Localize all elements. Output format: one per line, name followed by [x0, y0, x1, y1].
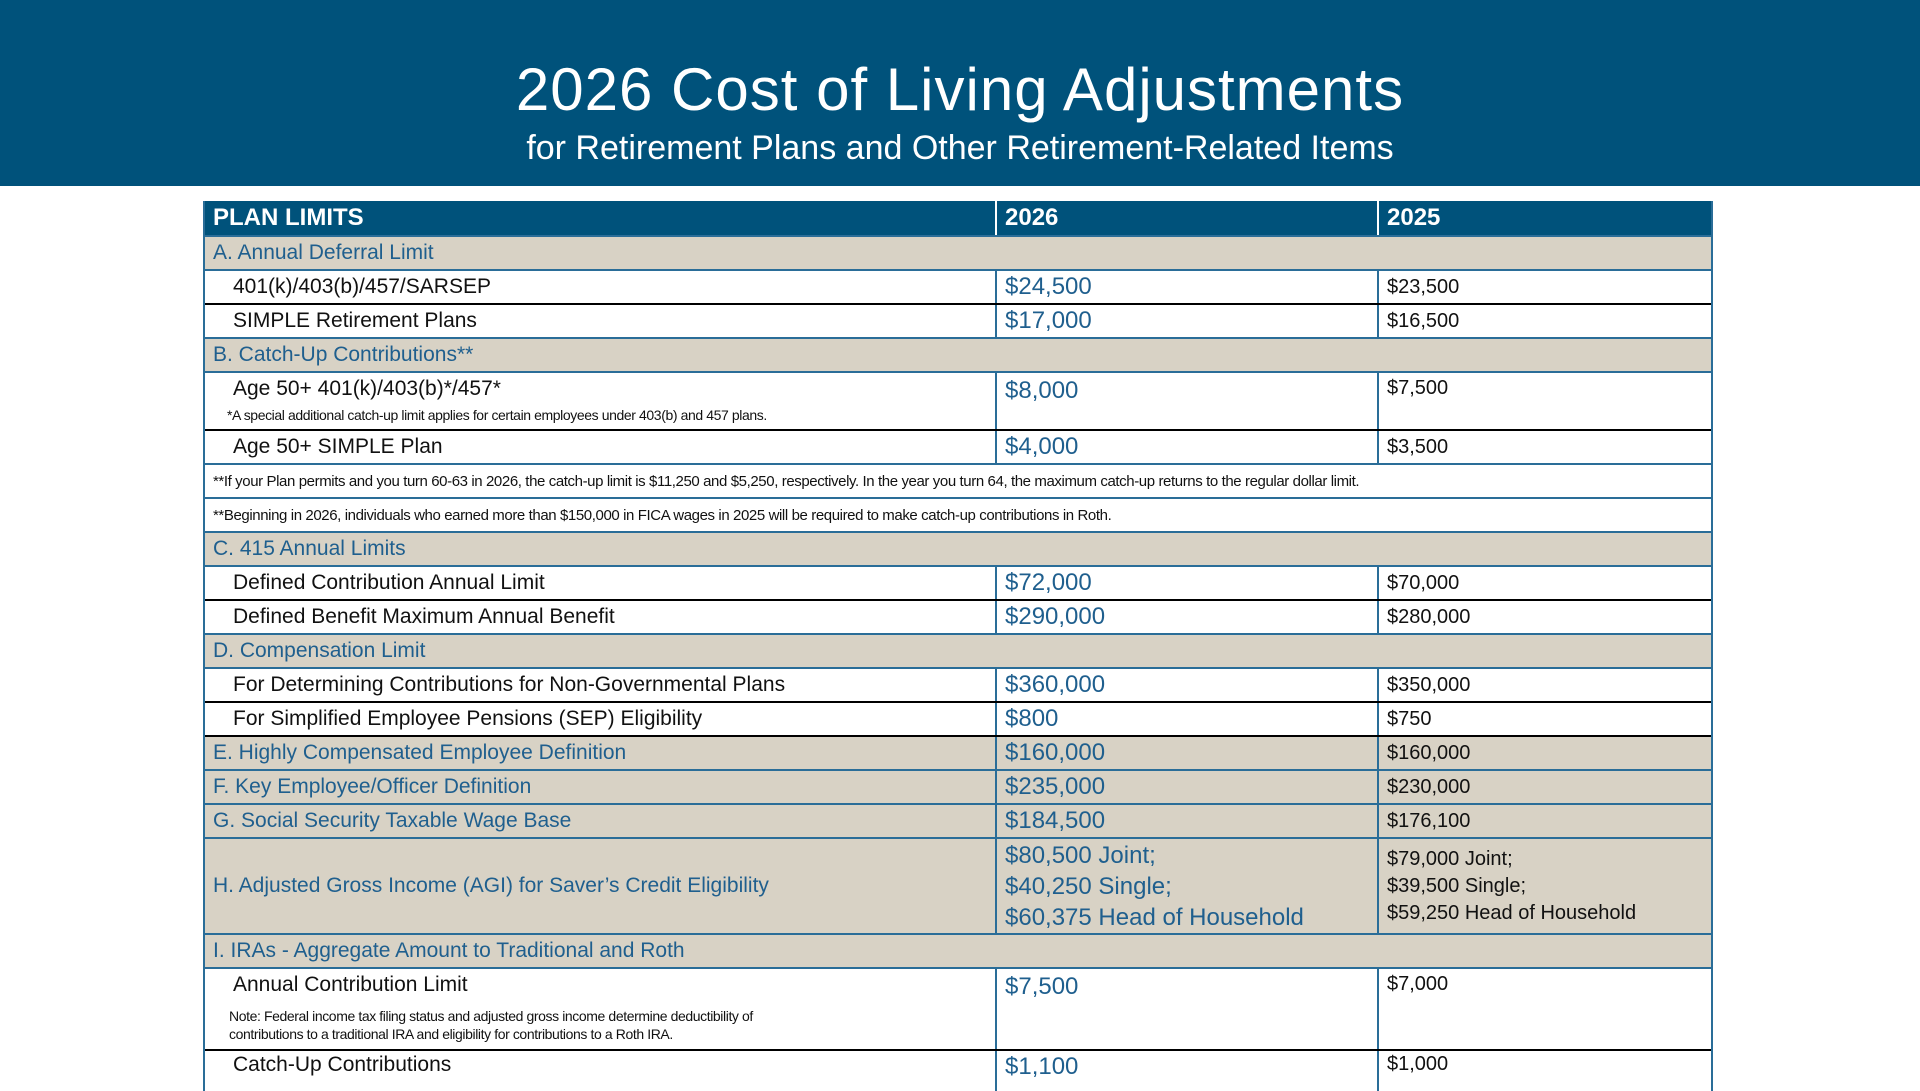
row-label: SIMPLE Retirement Plans: [205, 305, 997, 337]
ira-note: [229, 1007, 753, 1043]
table-row: [205, 305, 1711, 339]
value-2025: $16,500: [1387, 309, 1460, 332]
catch-up-note-row: [205, 465, 1711, 499]
value-2026: $8,000: [997, 373, 1379, 429]
header-2026: 2026: [997, 201, 1379, 235]
value-2026: $72,000: [997, 567, 1379, 599]
table-row: [205, 703, 1711, 737]
table-row: [205, 737, 1711, 771]
row-label: F. Key Employee/Officer Definition: [205, 771, 997, 803]
value-2025: $70,000: [1387, 571, 1460, 594]
value-2026: $360,000: [997, 669, 1379, 701]
section-b-title-row: [205, 339, 1711, 373]
row-label: Age 50+ SIMPLE Plan: [205, 431, 997, 463]
value-2025: $3,500: [1387, 435, 1449, 458]
row-label: Age 50+ 401(k)/403(b)*/457*: [233, 377, 501, 400]
value-2026-single: $40,250 Single;: [1005, 872, 1172, 900]
section-a-title: A. Annual Deferral Limit: [213, 241, 434, 264]
value-2025: $23,500: [1387, 275, 1460, 298]
header-banner: [0, 0, 1920, 186]
plan-limits-table: [203, 201, 1713, 1091]
section-d-title-row: [205, 635, 1711, 669]
value-2025: $280,000: [1387, 605, 1471, 628]
table-row: [205, 567, 1711, 601]
table-row: [205, 373, 1711, 431]
value-2025-single: $39,500 Single;: [1387, 874, 1527, 897]
row-label: G. Social Security Taxable Wage Base: [205, 805, 997, 837]
value-2025-head-of-household: $59,250 Head of Household: [1387, 901, 1637, 924]
catch-up-note-roth: **Beginning in 2026, individuals who earned more than $150,000 in FICA wages in 2025 will be required to make catch-up contributions in Roth.: [213, 506, 1112, 524]
value-2025: $750: [1387, 707, 1432, 730]
value-2025: $160,000: [1387, 741, 1471, 764]
row-label: 401(k)/403(b)/457/SARSEP: [205, 271, 997, 303]
table-row: [205, 969, 1711, 1051]
table-row: [205, 601, 1711, 635]
value-2026-joint: $80,500 Joint;: [1005, 841, 1156, 869]
value-2025: $230,000: [1387, 775, 1471, 798]
value-2026: $4,000: [997, 431, 1379, 463]
row-label: Defined Contribution Annual Limit: [205, 567, 997, 599]
row-label: Annual Contribution Limit: [233, 973, 468, 996]
value-2026: $290,000: [997, 601, 1379, 633]
section-c-title: C. 415 Annual Limits: [213, 537, 406, 560]
value-2026: $1,100: [997, 1051, 1379, 1091]
section-i-title: I. IRAs - Aggregate Amount to Traditional and Roth: [213, 939, 685, 962]
table-row: [205, 431, 1711, 465]
value-2025: $176,100: [1387, 809, 1471, 832]
section-d-title: D. Compensation Limit: [213, 639, 426, 662]
catch-up-note-60-63: **If your Plan permits and you turn 60-63 in 2026, the catch-up limit is $11,250 and $5,250, respectively. In the year you turn 64, the maximum catch-up returns to the regular dollar limit.: [213, 472, 1360, 490]
section-a-title-row: [205, 237, 1711, 271]
table-row: [205, 839, 1711, 935]
row-footnote: *A special additional catch-up limit applies for certain employees under 403(b) and 457 plans.: [227, 407, 767, 423]
value-2025-group: [1379, 839, 1711, 933]
value-2026-group: [997, 839, 1379, 933]
value-2026: $24,500: [997, 271, 1379, 303]
row-label: Catch-Up Contributions: [205, 1051, 997, 1091]
value-2025: $350,000: [1387, 673, 1471, 696]
value-2026: $17,000: [997, 305, 1379, 337]
table-header: [205, 201, 1711, 237]
row-label: H. Adjusted Gross Income (AGI) for Saver’s Credit Eligibility: [205, 839, 997, 933]
value-2025: $7,500: [1387, 377, 1449, 399]
ira-note-line-2: contributions to a traditional IRA and eligibility for contributions to a Roth IRA.: [229, 1026, 673, 1042]
page-subtitle: for Retirement Plans and Other Retirement-Related Items: [526, 129, 1394, 167]
header-plan-limits: PLAN LIMITS: [205, 201, 997, 235]
value-2026-head-of-household: $60,375 Head of Household: [1005, 903, 1304, 931]
table-row: [205, 669, 1711, 703]
ira-note-line-1: Note: Federal income tax filing status and adjusted gross income determine deductibility of: [229, 1008, 753, 1024]
page-title: 2026 Cost of Living Adjustments: [515, 56, 1405, 123]
header-2025: 2025: [1387, 204, 1441, 231]
row-label: Defined Benefit Maximum Annual Benefit: [205, 601, 997, 633]
row-label: E. Highly Compensated Employee Definition: [205, 737, 997, 769]
row-label: For Determining Contributions for Non-Governmental Plans: [205, 669, 997, 701]
value-2025: $1,000: [1387, 1053, 1449, 1075]
value-2026: $800: [997, 703, 1379, 735]
row-label-cell: [205, 373, 997, 429]
row-label: For Simplified Employee Pensions (SEP) Eligibility: [205, 703, 997, 735]
table-row: [205, 771, 1711, 805]
section-b-title: B. Catch-Up Contributions**: [213, 343, 474, 366]
roth-note-row: [205, 499, 1711, 533]
table-row: [205, 271, 1711, 305]
value-2026: $7,500: [997, 969, 1379, 1049]
value-2026: $235,000: [997, 771, 1379, 803]
table-row: [205, 1051, 1711, 1091]
value-2026: $160,000: [997, 737, 1379, 769]
section-i-title-row: [205, 935, 1711, 969]
table-row: [205, 805, 1711, 839]
row-label-cell: [205, 969, 997, 1049]
value-2025-joint: $79,000 Joint;: [1387, 847, 1513, 870]
value-2026: $184,500: [997, 805, 1379, 837]
value-2025: $7,000: [1387, 973, 1449, 995]
section-c-title-row: [205, 533, 1711, 567]
